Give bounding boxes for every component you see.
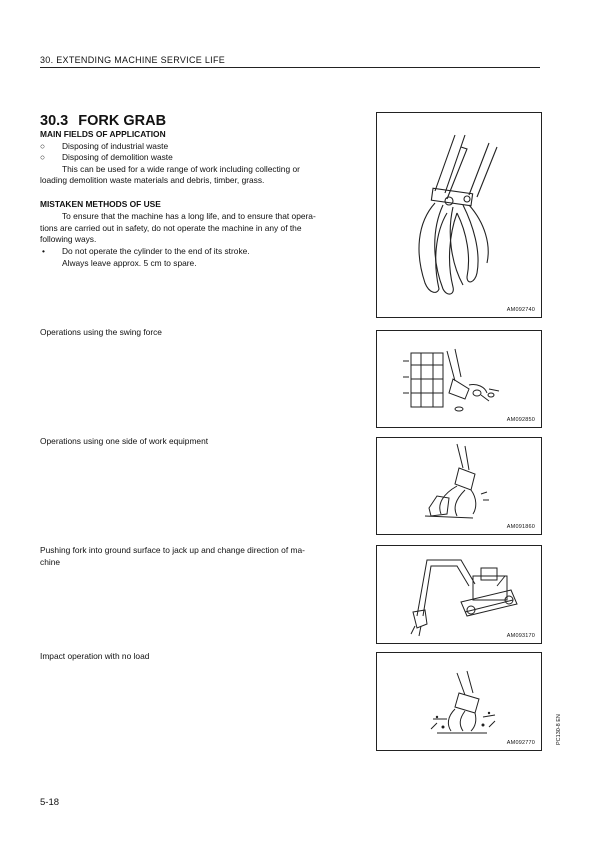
list-item: Always leave approx. 5 cm to spare.: [62, 258, 197, 268]
paragraph-line: This can be used for a wide range of work including collecting or: [62, 164, 300, 174]
paragraph-line: following ways.: [40, 234, 97, 244]
caption-one-side: Operations using one side of work equipment: [40, 436, 209, 446]
paragraph-line: loading demolition waste materials and debris, timber, grass.: [40, 175, 265, 185]
paragraph-line: To ensure that the machine has a long life, and to ensure that opera-: [62, 211, 316, 221]
figure-code: AM092770: [506, 740, 535, 746]
bullet-symbol: ○: [40, 152, 46, 162]
figure-fork-grab: [376, 112, 542, 318]
figure-swing-force: [376, 330, 542, 428]
figure-code: AM093170: [506, 633, 535, 639]
figure-code: AM091860: [506, 524, 535, 530]
caption-pushing-line2: chine: [40, 557, 61, 567]
bullet-symbol: •: [42, 246, 45, 256]
side-document-code: PC130-8 EN: [556, 714, 562, 745]
caption-pushing-line1: Pushing fork into ground surface to jack up and change direction of ma-: [40, 545, 305, 555]
figure-code: AM092740: [506, 307, 535, 313]
one-side-illustration: [377, 438, 541, 534]
page-number: 5-18: [40, 797, 60, 808]
list-item: Disposing of demolition waste: [62, 152, 173, 162]
list-item: Disposing of industrial waste: [62, 141, 169, 151]
header-rule: [40, 67, 540, 68]
section-number: 30.3: [40, 113, 69, 129]
bullet-symbol: ○: [40, 141, 46, 151]
section-name: FORK GRAB: [78, 113, 167, 129]
swing-force-illustration: [377, 331, 541, 427]
figure-one-side: [376, 437, 542, 535]
pushing-fork-illustration: [377, 546, 541, 643]
fork-grab-illustration: [377, 113, 541, 317]
caption-swing: Operations using the swing force: [40, 327, 162, 337]
figure-code: AM092850: [506, 417, 535, 423]
caption-impact: Impact operation with no load: [40, 651, 150, 661]
section-title: [40, 113, 166, 129]
figure-impact: [376, 652, 542, 751]
paragraph-line: tions are carried out in safety, do not operate the machine in any of the: [40, 223, 302, 233]
main-fields-heading: MAIN FIELDS OF APPLICATION: [40, 129, 166, 139]
figure-pushing-fork: [376, 545, 542, 644]
impact-illustration: [377, 653, 541, 750]
mistaken-methods-heading: MISTAKEN METHODS OF USE: [40, 199, 161, 209]
list-item: Do not operate the cylinder to the end of its stroke.: [62, 246, 250, 256]
running-header: 30. EXTENDING MACHINE SERVICE LIFE: [40, 55, 226, 65]
